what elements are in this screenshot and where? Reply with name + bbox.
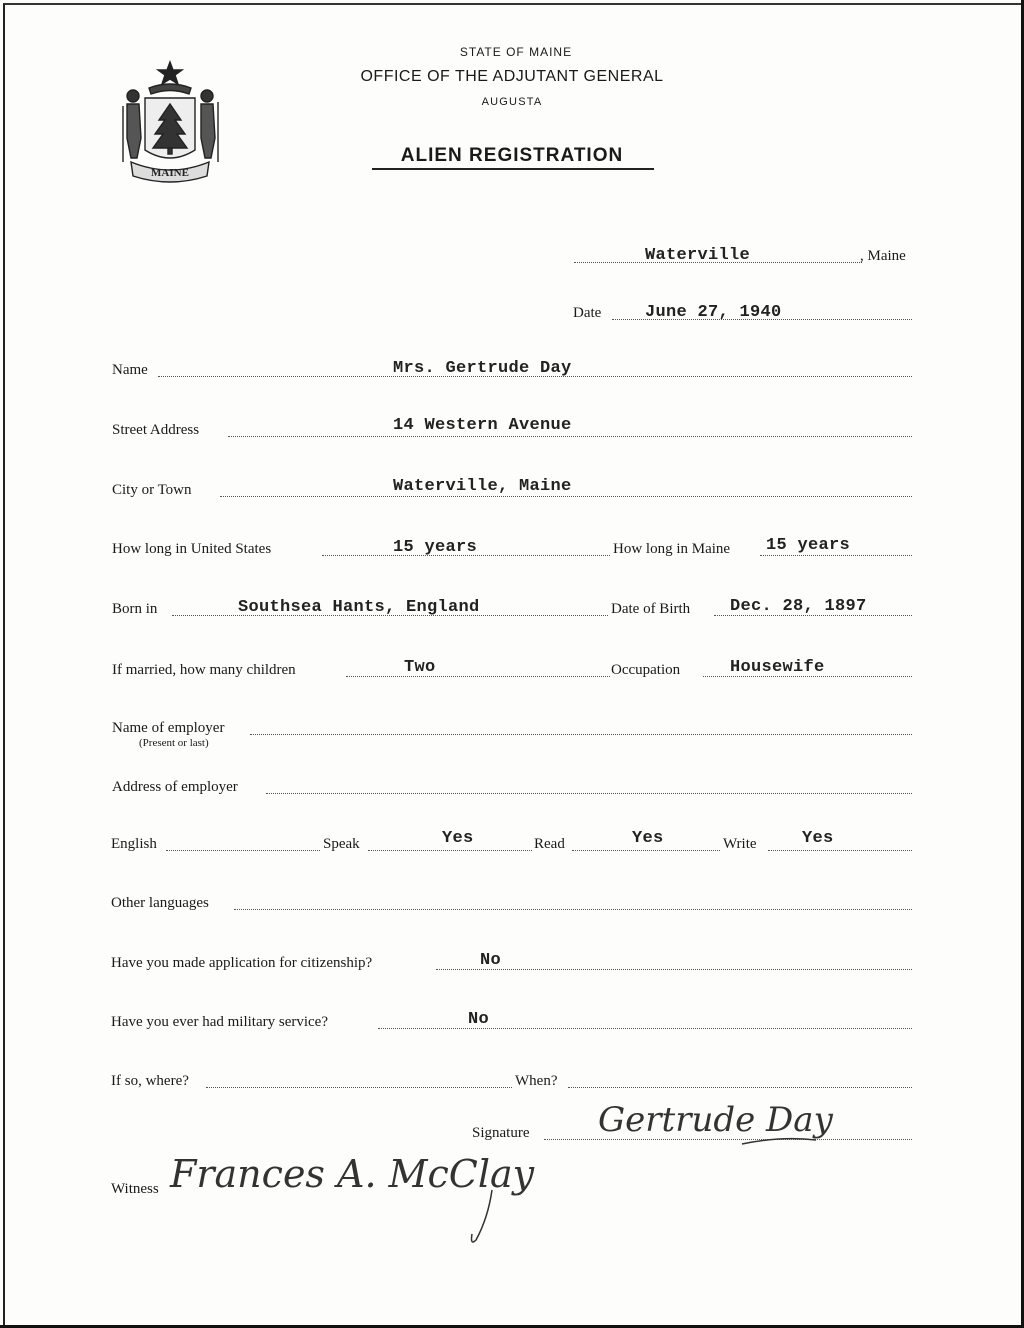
speak-label: Speak [323,836,360,852]
date-value: June 27, 1940 [645,303,782,322]
read-label: Read [534,836,565,852]
name-label: Name [112,362,148,378]
employer-label: Name of employer [112,720,225,736]
children-value: Two [404,658,436,677]
employer-dotted-line [250,734,912,735]
military-label: Have you ever had military service? [111,1014,328,1030]
speak-dotted-line [368,850,532,851]
children-label: If married, how many children [112,662,296,678]
city-value: Waterville, Maine [393,477,572,496]
date-label: Date [573,305,602,321]
seal-lettering: MAINE [151,167,189,179]
how-long-maine-label: How long in Maine [613,541,731,557]
header-city: AUGUSTA [481,96,543,108]
dob-value: Dec. 28, 1897 [730,597,867,616]
header-office: OFFICE OF THE ADJUTANT GENERAL [360,68,664,85]
where-label: If so, where? [111,1073,189,1089]
how-long-us-label: How long in United States [112,541,272,557]
witness-label: Witness [111,1181,159,1197]
occupation-label: Occupation [611,662,681,678]
city-dotted-line [220,496,912,497]
write-dotted-line [768,850,912,851]
other-languages-dotted-line [234,909,912,910]
occupation-value: Housewife [730,658,825,677]
write-value: Yes [802,829,834,848]
how-long-maine-value: 15 years [766,536,851,555]
employer-address-dotted-line [266,793,912,794]
read-dotted-line [572,850,720,851]
read-value: Yes [632,829,664,848]
maine-label: , Maine [860,248,906,264]
where-dotted-line [206,1087,512,1088]
signature-flourish [740,1134,820,1148]
title-underline [372,168,654,170]
how-long-maine-dotted-line [760,555,912,556]
town-value: Waterville [645,246,751,265]
witness-handwriting: Frances A. McClay [170,1152,535,1196]
signature-handwriting: Gertrude Day [598,1100,833,1140]
witness-flourish [462,1188,502,1248]
write-label: Write [723,836,757,852]
other-languages-label: Other languages [111,895,209,911]
born-in-value: Southsea Hants, England [238,598,480,617]
when-dotted-line [568,1087,912,1088]
name-value: Mrs. Gertrude Day [393,359,572,378]
how-long-us-value: 15 years [393,538,478,557]
english-dotted-line [166,850,320,851]
city-label: City or Town [112,482,192,498]
citizenship-label: Have you made application for citizenship? [111,955,373,971]
header-state: STATE OF MAINE [459,45,573,59]
citizenship-dotted-line [436,969,912,970]
military-value: No [468,1010,490,1029]
form-title: ALIEN REGISTRATION [400,145,624,166]
dob-label: Date of Birth [611,601,691,617]
citizenship-value: No [480,951,502,970]
street-value: 14 Western Avenue [393,416,572,435]
when-label: When? [515,1073,558,1089]
english-label: English [111,836,157,852]
street-dotted-line [228,436,912,437]
signature-label: Signature [472,1125,530,1141]
street-label: Street Address [112,422,200,438]
speak-value: Yes [442,829,474,848]
military-dotted-line [378,1028,912,1029]
employer-address-label: Address of employer [112,779,238,795]
employer-note: (Present or last) [139,737,209,749]
born-in-label: Born in [112,601,158,617]
children-dotted-line [346,676,610,677]
